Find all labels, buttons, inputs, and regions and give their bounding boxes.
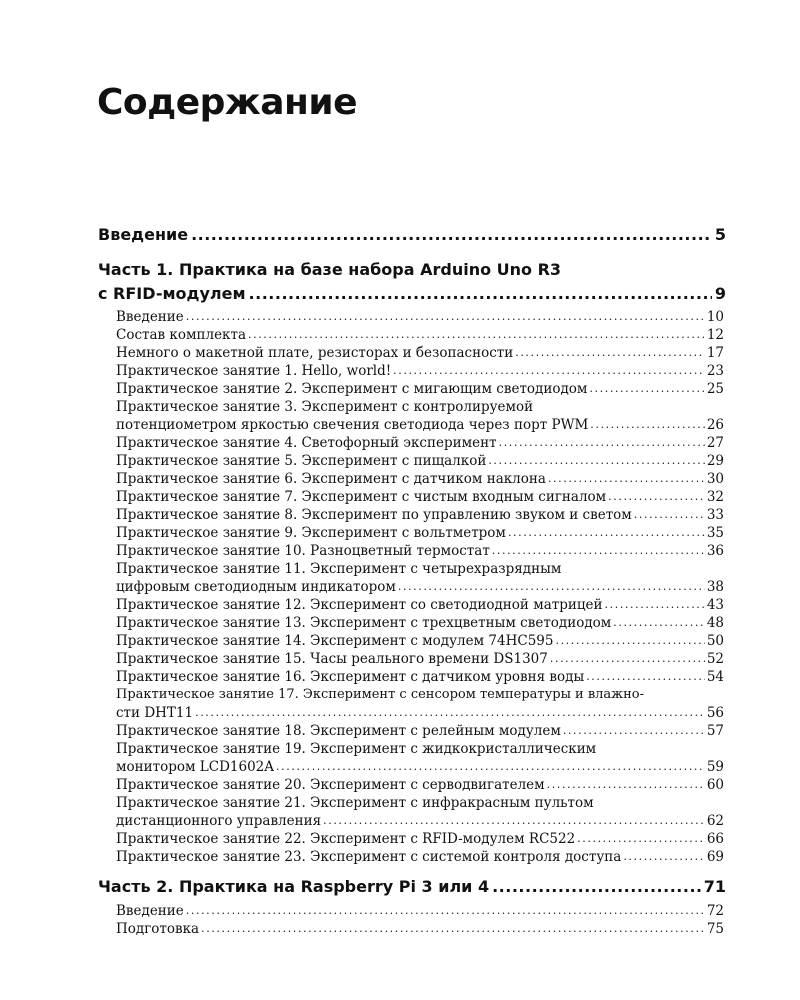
toc-entry-label: Часть 2. Практика на Raspberry Pi 3 или 4 [98,877,490,896]
toc-entry-label: Практическое занятие 1. Hello, world! [116,363,392,379]
toc-leader-dots [186,307,705,326]
toc-entry-label: дистанционного управления [116,813,322,829]
toc-page-number: 69 [706,849,724,865]
toc-entry-label: Введение [116,903,184,919]
toc-subentry-line1[interactable]: Практическое занятие 17. Эксперимент с сенсором температуры и влажно- [116,687,645,702]
toc-leader-dots [589,379,704,398]
toc-page-number: 12 [706,327,724,343]
toc-page-number: 30 [706,471,724,487]
toc-entry-label: Практическое занятие 7. Эксперимент с чистым входным сигналом [116,489,607,505]
toc-leader-dots [248,325,705,344]
toc-entry-label: Немного о макетной плате, резисторах и безопасности [116,345,514,361]
toc-entry-label: Практическое занятие 15. Часы реального времени DS1307 [116,651,548,667]
toc-entry-label: Практическое занятие 22. Эксперимент с RFID-модулем RC522 [116,831,576,847]
toc-page-number: 60 [706,777,724,793]
toc-leader-dots [499,433,705,452]
toc-entry-label: Практическое занятие 6. Эксперимент с датчиком наклона [116,471,546,487]
toc-subentry[interactable] [116,920,724,938]
toc-subentry[interactable] [116,758,724,776]
toc-leader-dots [393,361,705,380]
toc-leader-dots [586,667,705,686]
toc-subentry[interactable] [116,848,724,866]
toc-subentry[interactable] [116,416,724,434]
toc-subentry-line1[interactable]: Практическое занятие 19. Эксперимент с жидкокристаллическим [116,741,597,757]
toc-entry-part2[interactable] [98,876,726,898]
toc-entry-label: Введение [98,225,189,244]
toc-entry-label: сти DHT11 [116,705,194,721]
toc-page-number: 23 [706,363,724,379]
toc-entry-label: Практическое занятие 18. Эксперимент с релейным модулем [116,723,561,739]
toc-page-number: 26 [706,417,724,433]
toc-page-number: 9 [714,284,726,303]
toc-leader-dots [515,343,705,362]
toc-leader-dots [249,283,712,305]
toc-part1-title-line1[interactable]: Часть 1. Практика на базе набора Arduino Uno R3 [98,260,562,279]
toc-page-number: 17 [706,345,724,361]
toc-page-number: 62 [706,813,724,829]
toc-page-number: 36 [706,543,724,559]
toc-leader-dots [590,415,705,434]
toc-entry-part1[interactable] [98,283,726,305]
toc-entry-label: Введение [116,309,184,325]
toc-subentry[interactable] [116,470,724,488]
toc-leader-dots [613,613,705,632]
toc-page-number: 25 [706,381,724,397]
toc-subentry[interactable] [116,902,724,920]
toc-leader-dots [563,721,705,740]
toc-subentry-line1[interactable]: Практическое занятие 3. Эксперимент с контролируемой [116,399,534,415]
toc-page-number: 29 [706,453,724,469]
toc-subentry[interactable] [116,776,724,794]
toc-leader-dots [608,487,705,506]
toc-subentry[interactable] [116,812,724,830]
toc-subentry[interactable] [116,668,724,686]
toc-page-number: 59 [706,759,724,775]
toc-leader-dots [508,523,705,542]
toc-entry-intro[interactable] [98,224,726,246]
toc-leader-dots [623,847,704,866]
toc-page-number: 52 [706,651,724,667]
toc-subentry[interactable] [116,704,724,722]
toc-entry-label: Практическое занятие 9. Эксперимент с вольтметром [116,525,506,541]
toc-subentry-line1[interactable]: Практическое занятие 11. Эксперимент с четырехразрядным [116,561,562,577]
toc-subentry[interactable] [116,308,724,326]
toc-subentry[interactable] [116,452,724,470]
toc-page-number: 32 [706,489,724,505]
toc-entry-label: Состав комплекта [116,327,247,343]
toc-page-number: 10 [706,309,724,325]
toc-subentry[interactable] [116,650,724,668]
toc-page-number: 66 [706,831,724,847]
toc-subentry[interactable] [116,326,724,344]
toc-entry-label: потенциометром яркостью свечения светодиода через порт PWM [116,417,589,433]
toc-leader-dots [550,649,705,668]
toc-leader-dots [547,775,705,794]
toc-subentry[interactable] [116,524,724,542]
toc-leader-dots [634,505,705,524]
toc-subentry[interactable] [116,344,724,362]
toc-entry-label: Подготовка [116,921,200,937]
toc-page-number: 48 [706,615,724,631]
toc-page-number: 72 [706,903,724,919]
toc-page-number: 50 [706,633,724,649]
page-title: Содержание [97,82,358,123]
toc-entry-label: Практическое занятие 4. Светофорный эксперимент [116,435,497,451]
toc-leader-dots [398,577,705,596]
toc-page-number: 75 [706,921,724,937]
toc-entry-label: Практическое занятие 23. Эксперимент с системой контроля доступа [116,849,622,865]
toc-page-number: 33 [706,507,724,523]
toc-entry-label: монитором LCD1602A [116,759,275,775]
toc-subentry[interactable] [116,578,724,596]
toc-leader-dots [276,757,705,776]
toc-entry-label: Практическое занятие 20. Эксперимент с серводвигателем [116,777,545,793]
toc-entry-label: Практическое занятие 16. Эксперимент с датчиком уровня воды [116,669,585,685]
toc-entry-label: Практическое занятие 2. Эксперимент с мигающим светодиодом [116,381,588,397]
toc-leader-dots [555,631,704,650]
toc-page-number: 56 [706,705,724,721]
toc-leader-dots [191,224,712,246]
toc-leader-dots [195,703,705,722]
toc-leader-dots [605,595,705,614]
toc-leader-dots [201,919,705,938]
toc-leader-dots [548,469,705,488]
toc-entry-label: Практическое занятие 14. Эксперимент с модулем 74HC595 [116,633,554,649]
toc-subentry[interactable] [116,596,724,614]
toc-leader-dots [488,451,704,470]
toc-subentry[interactable] [116,722,724,740]
toc-entry-label: с RFID-модулем [98,284,246,303]
toc-page-number: 57 [706,723,724,739]
toc-page-number: 38 [706,579,724,595]
toc-entry-label: Практическое занятие 5. Эксперимент с пищалкой [116,453,487,469]
toc-page-number: 35 [706,525,724,541]
toc-subentry[interactable] [116,632,724,650]
toc-subentry[interactable] [116,542,724,560]
toc-entry-label: Практическое занятие 10. Разноцветный термостат [116,543,490,559]
toc-entry-label: Практическое занятие 12. Эксперимент со светодиодной матрицей [116,597,603,613]
toc-entry-label: цифровым светодиодным индикатором [116,579,396,595]
toc-subentry[interactable] [116,434,724,452]
toc-leader-dots [492,541,705,560]
toc-page-number: 43 [706,597,724,613]
toc-page-number: 54 [706,669,724,685]
toc-page-number: 5 [714,225,726,244]
toc-entry-label: Практическое занятие 13. Эксперимент с трехцветным светодиодом [116,615,612,631]
toc-subentry[interactable] [116,380,724,398]
toc-subentry[interactable] [116,830,724,848]
toc-page-number: 71 [703,877,726,896]
toc-subentry[interactable] [116,488,724,506]
toc-entry-label: Практическое занятие 8. Эксперимент по управлению звуком и светом [116,507,632,523]
toc-subentry-line1[interactable]: Практическое занятие 21. Эксперимент с инфракрасным пультом [116,795,594,811]
toc-subentry[interactable] [116,362,724,380]
toc-subentry[interactable] [116,614,724,632]
toc-leader-dots [577,829,705,848]
toc-leader-dots [323,811,705,830]
toc-leader-dots [492,876,701,898]
toc-leader-dots [186,901,705,920]
toc-subentry[interactable] [116,506,724,524]
toc-page-number: 27 [706,435,724,451]
